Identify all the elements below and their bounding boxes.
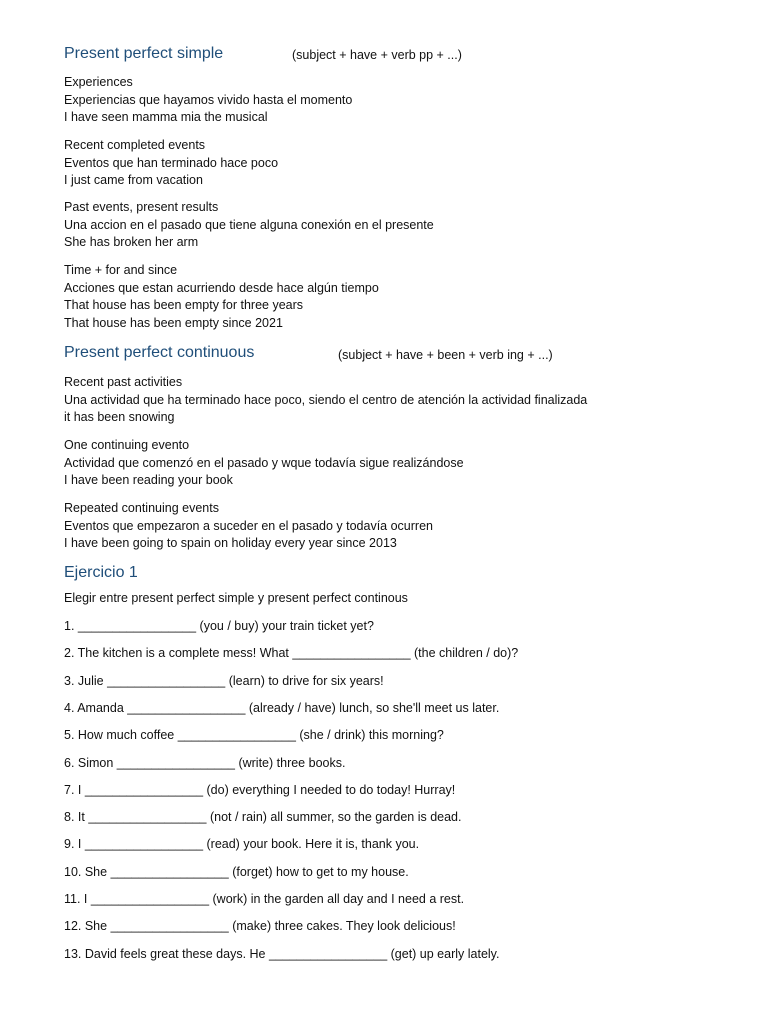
heading-present-perfect-simple: Present perfect simple [64,45,224,62]
section-title: One continuing evento [64,438,190,452]
formula-present-perfect-simple: (subject + have + verb pp + ...) [292,48,462,62]
section-title: Recent past activities [64,375,183,389]
section-description: Una accion en el pasado que tiene alguna conexión en el presente [64,217,434,232]
simple-section-recent-completed [64,137,278,190]
simple-section-time-for-since [64,262,379,332]
exercise-item-7: 7. I _________________ (do) everything I needed to do today! Hurray! [64,783,456,797]
formula-present-perfect-continuous: (subject + have + been + verb ing + ...) [338,348,553,362]
section-title: Recent completed events [64,138,206,152]
section-example: I have been going to spain on holiday every year since 2013 [64,536,397,551]
simple-section-past-events [64,199,434,252]
heading-present-perfect-continuous: Present perfect continuous [64,344,255,361]
exercise-item-1: 1. _________________ (you / buy) your train ticket yet? [64,619,374,633]
section-title: Repeated continuing events [64,501,219,515]
exercise-item-3: 3. Julie _________________ (learn) to drive for six years! [64,674,384,688]
section-title: Time + for and since [64,263,178,277]
section-title: Past events, present results [64,200,219,214]
continuous-section-one-continuing [64,437,464,490]
section-description: Una actividad que ha terminado hace poco, siendo el centro de atención la actividad finalizada [64,392,588,407]
section-example: it has been snowing [64,410,175,425]
section-example: I just came from vacation [64,173,203,188]
exercise-instruction: Elegir entre present perfect simple y present perfect continous [64,591,408,605]
exercise-item-4: 4. Amanda _________________ (already / have) lunch, so she'll meet us later. [64,701,500,715]
section-title: Experiences [64,75,133,89]
heading-exercise: Ejercicio 1 [64,564,138,581]
continuous-section-recent-past [64,374,587,427]
section-description: Experiencias que hayamos vivido hasta el momento [64,92,353,107]
exercise-item-9: 9. I _________________ (read) your book. Here it is, thank you. [64,837,420,851]
section-description: Actividad que comenzó en el pasado y wque todavía sigue realizándose [64,455,464,470]
exercise-item-13: 13. David feels great these days. He _________________ (get) up early lately. [64,947,500,961]
exercise-item-2: 2. The kitchen is a complete mess! What _________________ (the children / do)? [64,646,519,660]
section-example: That house has been empty since 2021 [64,315,283,330]
exercise-item-12: 12. She _________________ (make) three cakes. They look delicious! [64,919,456,933]
section-description: Eventos que empezaron a suceder en el pasado y todavía ocurren [64,518,433,533]
section-example: That house has been empty for three years [64,298,304,313]
section-example: I have been reading your book [64,473,233,488]
exercise-item-8: 8. It _________________ (not / rain) all summer, so the garden is dead. [64,810,462,824]
exercise-item-11: 11. I _________________ (work) in the garden all day and I need a rest. [64,892,465,906]
continuous-section-repeated [64,500,433,553]
exercise-item-10: 10. She _________________ (forget) how to get to my house. [64,865,409,879]
simple-section-experiences [64,74,352,127]
exercise-item-5: 5. How much coffee _________________ (she / drink) this morning? [64,728,444,742]
section-description: Acciones que estan acurriendo desde hace algún tiempo [64,280,379,295]
section-example: She has broken her arm [64,235,199,250]
section-example: I have seen mamma mia the musical [64,110,268,125]
section-description: Eventos que han terminado hace poco [64,155,279,170]
exercise-item-6: 6. Simon _________________ (write) three books. [64,756,346,770]
